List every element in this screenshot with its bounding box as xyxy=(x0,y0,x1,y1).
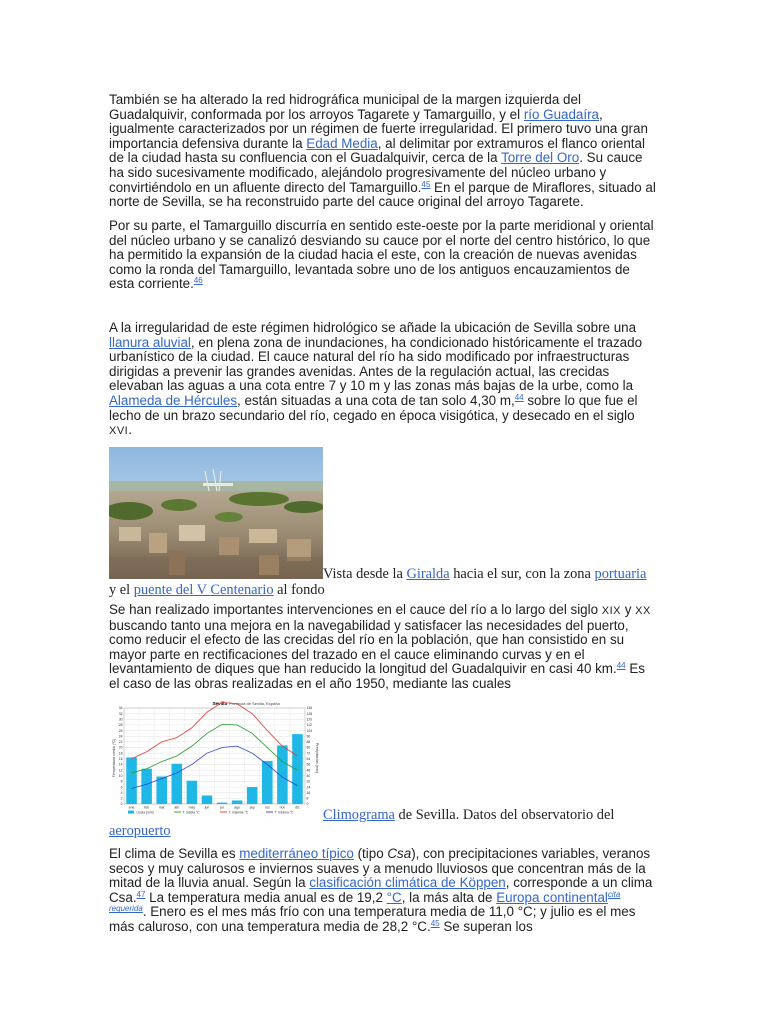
reference-45b[interactable]: 45 xyxy=(430,918,440,928)
y-right-tick-label: 96 xyxy=(306,734,311,739)
link-llanura-aluvial[interactable]: llanura aluvial xyxy=(109,334,191,350)
y-right-tick-label: 48 xyxy=(306,768,311,773)
x-tick-label: jul xyxy=(220,805,224,810)
precipitation-bar xyxy=(126,757,137,804)
y-left-axis-label: Temperatura media (°C) xyxy=(112,738,116,778)
legend-label: T. máxima °C xyxy=(228,810,249,815)
y-right-tick-label: 136 xyxy=(306,706,313,711)
citation-needed[interactable]: cita requerida xyxy=(109,889,621,914)
y-right-tick-label: 32 xyxy=(306,779,311,784)
y-right-tick-label: 56 xyxy=(306,762,311,767)
chart-title: Sevilla xyxy=(212,701,227,706)
link-aeropuerto[interactable]: aeropuerto xyxy=(109,823,171,840)
paragraph-tamarguillo: Por su parte, el Tamarguillo discurría en sentido este-oeste por la parte meridional y oriental del núcleo urbano y se canalizó desviando su cauce por el norte del centro histórico, lo que ha permitido la expansión de la ciudad hacia el este, con la creación de nuevas avenidas como la ronda del Tamarguillo, levantada sobre uno de los antiguos encauzamientos de esta corriente.$^{46}$ xyxy=(109,218,654,292)
x-tick-label: may xyxy=(188,805,196,810)
paragraph-interventions: Se han realizado importantes intervenciones en el cauce del río a lo largo del siglo XIX y XX buscando tanto una mejora en la navegabilidad y satisfacer las necesidades del puerto, como reducir el efecto de las crecidas del río en la población, que han consistido en su mayor parte en rectificaciones del trazado en el cauce eliminando curvas y en el levantamiento de diques que han reducido la longitud del Guadalquivir en casi 40 km.$^{44}$ Es el caso de las obras realizadas en el año 1950, mediante las cuales xyxy=(109,602,651,691)
photo-caption: Vista desde la Giralda hacia el sur, con la zona portuaria y el puente del V Centenario al fondo xyxy=(109,566,647,599)
x-tick-label: nov xyxy=(279,805,286,810)
y-left-tick-label: 26 xyxy=(118,728,123,733)
x-tick-label: sep xyxy=(249,805,255,810)
y-left-tick-label: 34 xyxy=(118,706,123,711)
precipitation-bar xyxy=(187,781,198,804)
link-celsius[interactable]: °C xyxy=(386,889,402,905)
precipitation-bar xyxy=(141,769,152,804)
link-portuaria[interactable]: portuaria xyxy=(594,566,647,582)
x-tick-label: jun xyxy=(204,805,210,810)
x-tick-label: feb xyxy=(144,805,149,810)
x-tick-label: ago xyxy=(234,805,240,810)
x-tick-label: dic xyxy=(295,805,300,810)
reference-45[interactable]: 45 xyxy=(421,179,431,189)
y-right-tick-label: 64 xyxy=(306,757,311,762)
link-edad-media[interactable]: Edad Media xyxy=(306,135,378,151)
y-left-tick-label: 16 xyxy=(118,757,123,762)
y-left-tick-label: 24 xyxy=(118,734,123,739)
paragraph-climate: El clima de Sevilla es mediterráneo típico (tipo Csa), con precipitaciones variables, veranos secos y muy calurosos e inviernos suaves y a menudo lluviosos que concentran más de la mitad de la lluvia anual. Según la clasificación climática de Köppen, corresponde a un clima Csa.$^{47}$ La temperatura media anual es de 19,2 °C, la más alta de Europa continental$^{cita requerida}$. Enero es el mes más frío con una temperatura media de 11,0 °C; y julio es el mes más caluroso, con una temperatura media de 28,2 °C.$^{45}$ Se superan los xyxy=(109,846,653,934)
y-left-tick-label: 22 xyxy=(118,740,123,745)
link-europa-continental[interactable]: Europa continental xyxy=(496,889,608,905)
link-mediterraneo-tipico[interactable]: mediterráneo típico xyxy=(239,846,354,861)
link-puente-v-centenario[interactable]: puente del V Centenario xyxy=(133,582,274,599)
link-rio-guadaira[interactable]: río Guadaíra xyxy=(523,106,600,122)
y-right-tick-label: 8 xyxy=(306,796,309,801)
y-left-tick-label: 2 xyxy=(120,796,123,801)
y-left-tick-label: 28 xyxy=(118,723,123,728)
legend-label: Lluvia (mm) xyxy=(136,810,154,815)
reference-44[interactable]: 44 xyxy=(514,392,524,402)
legend-label: T. media °C xyxy=(182,810,200,815)
precipitation-bar xyxy=(202,796,213,804)
y-left-tick-label: 14 xyxy=(118,762,123,767)
y-left-tick-label: 18 xyxy=(118,751,123,756)
climograph-chart[interactable] xyxy=(109,698,320,823)
x-tick-label: oct xyxy=(265,805,270,810)
y-right-tick-label: 0 xyxy=(306,802,309,807)
y-left-tick-label: 4 xyxy=(120,790,123,795)
y-right-tick-label: 40 xyxy=(306,773,311,778)
city-panorama-drawing xyxy=(109,447,323,579)
x-tick-label: ene xyxy=(128,805,135,810)
link-torre-del-oro[interactable]: Torre del Oro xyxy=(501,150,580,166)
y-right-tick-label: 80 xyxy=(306,745,311,750)
paragraph-irregularity: A la irregularidad de este régimen hidrológico se añade la ubicación de Sevilla sobre una llanura aluvial, en plena zona de inundaciones, ha condicionado históricamente el trazado urbanístico de la ciudad. El cauce natural del río ha sido modificado por infraestructuras dirigidas a prevenir las grandes avenidas. Antes de la regulación actual, las crecidas elevaban las aguas a una cota entre 7 y 10 m y las zonas más bajas de la urbe, como la Alameda de Hércules, están situadas a una cota de tan solo 4,30 m,$^{44}$ sobre lo que fue el lecho de un brazo secundario del río, cegado en época visigótica, y desecado en el siglo XVI. xyxy=(109,320,643,438)
reference-44b[interactable]: 44 xyxy=(616,661,626,671)
y-right-tick-label: 16 xyxy=(306,790,311,795)
precipitation-bar xyxy=(172,764,183,804)
y-left-tick-label: 32 xyxy=(118,711,123,716)
y-right-tick-label: 24 xyxy=(306,785,311,790)
link-climograma[interactable]: Climograma xyxy=(323,807,395,823)
precipitation-bar xyxy=(232,800,243,804)
y-left-tick-label: 30 xyxy=(118,717,123,722)
y-left-tick-label: 12 xyxy=(118,768,123,773)
y-left-tick-label: 20 xyxy=(118,745,123,750)
reference-47[interactable]: 47 xyxy=(136,889,146,899)
y-right-tick-label: 128 xyxy=(306,711,313,716)
y-right-tick-label: 104 xyxy=(306,728,313,733)
y-right-axis-label: Precipitación (mm) xyxy=(315,743,319,773)
y-right-tick-label: 112 xyxy=(306,723,312,728)
precipitation-bar xyxy=(292,734,303,804)
precipitation-bar xyxy=(156,776,167,804)
y-left-tick-label: 6 xyxy=(120,785,123,790)
legend-label: T. mínima °C xyxy=(274,810,294,815)
y-left-tick-label: 0 xyxy=(120,802,123,807)
link-koppen[interactable]: clasificación climática de Köppen xyxy=(309,875,506,891)
paragraph-hydrography: También se ha alterado la red hidrográfica municipal de la margen izquierda del Guadalquivir, conformada por los arroyos Tagarete y Tamarguillo, y el río Guadaíra, igualmente caracterizados por un régimen de fuerte irregularidad. El primero tuvo una gran importancia defensiva durante la Edad Media, al delimitar por extramuros el flanco oriental de la ciudad hasta su confluencia con el Guadalquivir, cerca de la Torre del Oro. Su cauce ha sido sucesivamente modificado, alejándolo progresivamente del núcleo urbano y convirtiéndolo en un afluente directo del Tamarguillo.$^{45}$ En el parque de Miraflores, situado al norte de Sevilla, se ha reconstruido parte del cauce original del arroyo Tagarete. xyxy=(109,92,656,210)
precipitation-bar xyxy=(247,787,258,804)
chart-caption: Climograma de Sevilla. Datos del observatorio del aeropuerto xyxy=(109,807,615,840)
link-giralda[interactable]: Giralda xyxy=(406,566,450,582)
y-right-tick-label: 120 xyxy=(306,717,313,722)
chart-subtitle: Provincia de Sevilla, España xyxy=(229,701,280,706)
y-left-tick-label: 8 xyxy=(120,779,123,784)
x-tick-label: abr xyxy=(174,805,180,810)
precipitation-bar xyxy=(217,803,228,804)
x-tick-label: mar xyxy=(158,805,165,810)
climograph-svg xyxy=(109,698,320,823)
y-right-tick-label: 88 xyxy=(306,740,311,745)
y-left-tick-label: 10 xyxy=(118,773,123,778)
reference-46[interactable]: 46 xyxy=(193,276,203,286)
precipitation-bar xyxy=(277,745,288,804)
y-right-tick-label: 72 xyxy=(306,751,311,756)
link-alameda-de-hercules[interactable]: Alameda de Hércules xyxy=(109,392,238,408)
city-panorama-image[interactable] xyxy=(109,447,323,579)
